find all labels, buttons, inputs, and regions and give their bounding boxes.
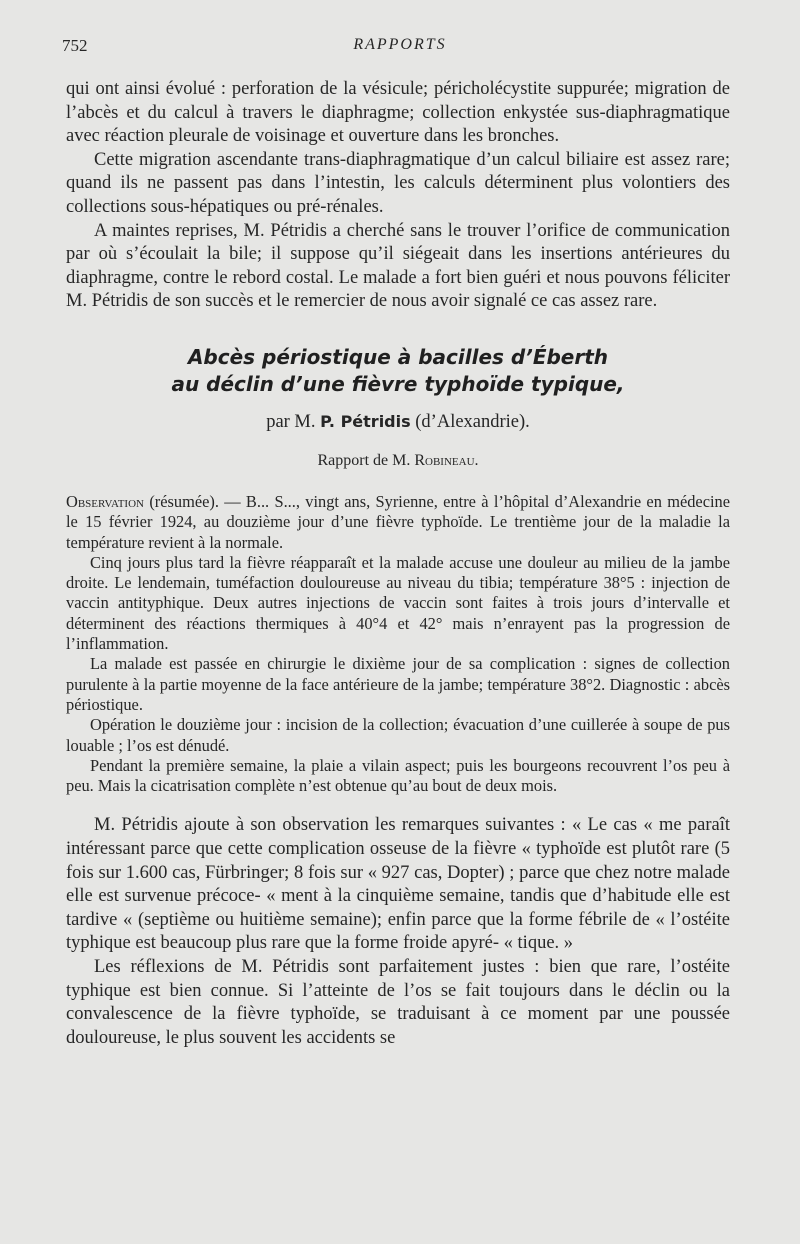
observation-paragraph	[66, 492, 730, 553]
observation-paragraph: Pendant la première semaine, la plaie a vilain aspect; puis les bourgeons recouvrent l’os peu à peu. Mais la cicatrisation complète n’est obtenue qu’au bout de deux mois.	[66, 755, 730, 796]
closing-section	[66, 814, 730, 1050]
closing-paragraph: Les réflexions de M. Pétridis sont parfaitement justes : bien que rare, l’ostéite typhique est bien connue. Si l’atteinte de l’os se fait toujours dans le déclin ou la convalescence de la fièvre typhoïde, se traduisant à ce moment par une poussée douloureuse, le plus souvent les accidents se	[66, 956, 730, 1048]
reporter-name: Robineau.	[414, 451, 479, 469]
reporter-line	[66, 450, 730, 472]
observation-label: Observation	[66, 491, 144, 511]
running-title: RAPPORTS	[353, 36, 447, 53]
article-heading	[66, 344, 730, 472]
observation-paragraph: Cinq jours plus tard la fièvre réapparaît et la malade accuse une douleur au milieu de la jambe droite. Le lendemain, tuméfaction douloureuse au niveau du tibia; température 38°5 : injection de vaccin antityphique. Deux autres injections de vaccin sont faites à trois jours d’intervalle et déterminent des réactions thermiques à 40°4 et 42° mais n’enrayent pas la progression de l’inflammation.	[66, 552, 730, 654]
author-name: P. Pétridis	[320, 411, 411, 431]
intro-paragraph: Cette migration ascendante trans-diaphragmatique d’un calcul biliaire est assez rare; quand ils ne passent pas dans l’intestin, les calculs déterminent plus volontiers des collections sous-hépatiques ou pré-rénales.	[66, 149, 730, 217]
page-header	[62, 36, 738, 60]
article-title-line-2: au déclin d’une fièvre typhoïde typique,	[171, 371, 625, 396]
observation-paragraph: Opération le douzième jour : incision de la collection; évacuation d’une cuillerée à soupe de pus louable ; l’os est dénudé.	[66, 715, 730, 755]
observation-section	[66, 492, 730, 796]
intro-paragraph: qui ont ainsi évolué : perforation de la vésicule; péricholécystite suppurée; migration de l’abcès et du calcul à travers le diaphragme; collection enkystée sus-diaphragmatique avec réaction pleurale de voisinage et ouverture dans les bronches.	[66, 79, 730, 147]
byline-suffix: (d’Alexandrie).	[415, 411, 530, 432]
intro-paragraph: A maintes reprises, M. Pétridis a cherché sans le trouver l’orifice de communication par où s’écoulait la bile; il suppose qu’il siégeait dans les insertions antérieures du diaphragme, contre le rebord costal. Le malade a fort bien guéri et nous pouvons féliciter M. Pétridis de son succès et le remercier de nous avoir signalé ce cas assez rare.	[66, 220, 730, 312]
closing-paragraph: M. Pétridis ajoute à son observation les remarques suivantes : « Le cas « me paraît intéressant parce que cette complication osseuse de la fièvre « typhoïde est plutôt rare (5 fois sur 1.600 cas, Fürbringer; 8 fois sur « 927 cas, Dopter) ; parce que chez notre malade elle est survenue précoce- « ment à la cinquième semaine, tandis que d’habitude elle est tardive « (septième ou huitième semaine); enfin parce que la forme fébrile de « l’ostéite typhique est beaucoup plus rare que la forme froide apyré- « tique. »	[66, 815, 730, 954]
page-number: 752	[62, 36, 88, 55]
article-title-line-1: Abcès périostique à bacilles d’Éberth	[187, 344, 609, 369]
observation-first-text: (résumée). — B... S..., vingt ans, Syrienne, entre à l’hôpital d’Alexandrie en médecine le 15 février 1924, au douzième jour d’une fièvre typhoïde. Le trentième jour de la maladie la température revient à la normale.	[66, 491, 730, 552]
byline-prefix: par M.	[266, 411, 316, 432]
observation-paragraph: La malade est passée en chirurgie le dixième jour de sa complication : signes de collection purulente à la partie moyenne de la face antérieure de la jambe; température 38°2. Diagnostic : abcès périostique.	[66, 654, 730, 714]
article-byline	[66, 410, 730, 434]
reporter-prefix: Rapport de M.	[317, 451, 411, 469]
page-body	[66, 78, 730, 1050]
